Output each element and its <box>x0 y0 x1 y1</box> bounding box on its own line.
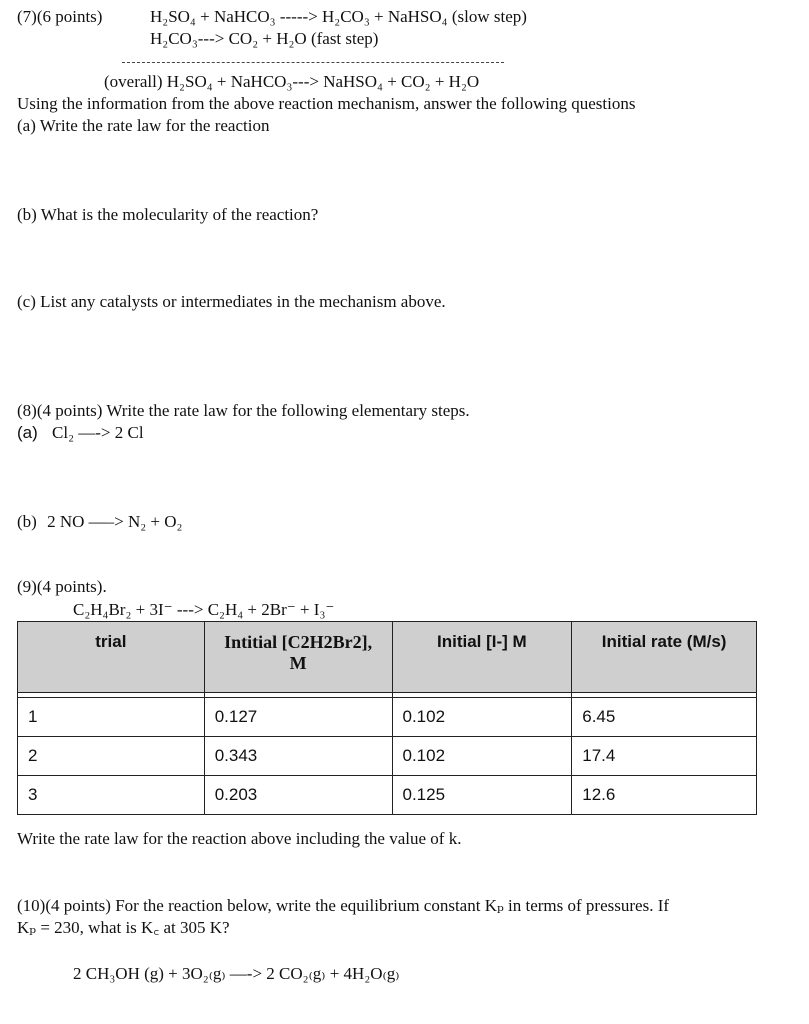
q8-part-b-equation: 2 NO —–> N₂ + O₂ <box>47 512 183 531</box>
cell-c2h4br2: 0.343 <box>204 737 392 776</box>
table-row <box>18 737 757 776</box>
q7-overall-products: NaHSO₄ + CO₂ + H₂O <box>323 72 480 91</box>
q7-step2 <box>150 29 378 49</box>
col-header-iodide: Initial [I-] M <box>392 622 572 693</box>
q10-equation: 2 CH₃OH (g) + 3O₂₍g₎ —-> 2 CO₂₍g₎ + 4H₂O₍g₎ <box>73 964 400 983</box>
q8-header: (8)(4 points) Write the rate law for the following elementary steps. <box>17 401 470 420</box>
q7-step2-products: CO₂ + H₂O <box>228 29 307 48</box>
q7-step1-note: (slow step) <box>451 7 527 26</box>
q7-overall-arrow: ---> <box>292 72 319 91</box>
q8-part-a-equation: Cl₂ —-> 2 Cl <box>52 423 144 442</box>
q7-step1-products: H₂CO₃ + NaHSO₄ <box>322 7 448 26</box>
col-header-trial: trial <box>18 622 205 693</box>
q7-label: (7)(6 points) <box>17 7 103 26</box>
table-row <box>18 698 757 737</box>
q7-part-c: (c) List any catalysts or intermediates in the mechanism above. <box>17 292 446 311</box>
cell-trial: 1 <box>18 698 205 737</box>
q7-overall-reactants: H₂SO₄ + NaHCO₃ <box>166 72 293 91</box>
q8-part-a-label: (a) <box>17 423 38 442</box>
q7-step2-reactants: H₂CO₃ <box>150 29 198 48</box>
col-header-c2h4br2-line2: M <box>289 653 307 673</box>
cell-rate: 12.6 <box>572 776 757 815</box>
cell-iodide: 0.102 <box>392 737 572 776</box>
cell-iodide: 0.125 <box>392 776 572 815</box>
q8-part-a <box>17 423 144 443</box>
q7-part-b: (b) What is the molecularity of the reaction? <box>17 205 319 224</box>
col-header-c2h4br2-line1: Intitial [C2H2Br2], <box>224 632 373 652</box>
cell-c2h4br2: 0.127 <box>204 698 392 737</box>
q7-step1 <box>150 7 527 27</box>
q8-part-b <box>17 512 182 532</box>
q7-step2-arrow: ---> <box>197 29 225 48</box>
cell-iodide: 0.102 <box>392 698 572 737</box>
table-header-row <box>18 622 757 693</box>
q7-overall <box>104 72 479 92</box>
table-row <box>18 776 757 815</box>
q9-header: (9)(4 points). <box>17 577 107 596</box>
cell-rate: 17.4 <box>572 737 757 776</box>
q9-equation: C₂H₄Br₂ + 3I⁻ ---> C₂H₄ + 2Br⁻ + I₃⁻ <box>73 600 335 619</box>
col-header-c2h4br2 <box>204 622 392 693</box>
q8-part-b-label: (b) <box>17 512 37 531</box>
q10-line2: Kₚ = 230, what is K꜀ at 305 K? <box>17 918 230 937</box>
cell-rate: 6.45 <box>572 698 757 737</box>
cell-c2h4br2: 0.203 <box>204 776 392 815</box>
cell-trial: 3 <box>18 776 205 815</box>
q7-step2-note: (fast step) <box>310 29 379 48</box>
cell-trial: 2 <box>18 737 205 776</box>
q7-step1-reactants: H₂SO₄ + NaHCO₃ <box>150 7 276 26</box>
col-header-rate: Initial rate (M/s) <box>572 622 757 693</box>
q7-instruction: Using the information from the above reaction mechanism, answer the following questions <box>17 94 636 113</box>
rate-data-table <box>17 621 757 815</box>
q10-line1: (10)(4 points) For the reaction below, write the equilibrium constant Kₚ in terms of pressures. If <box>17 896 670 915</box>
q9-prompt: Write the rate law for the reaction above including the value of k. <box>17 829 462 848</box>
mechanism-divider <box>122 62 504 63</box>
q7-step1-arrow: -----> <box>279 7 318 26</box>
q7-part-a: (a) Write the rate law for the reaction <box>17 116 270 135</box>
q7-overall-label: (overall) <box>104 72 163 91</box>
